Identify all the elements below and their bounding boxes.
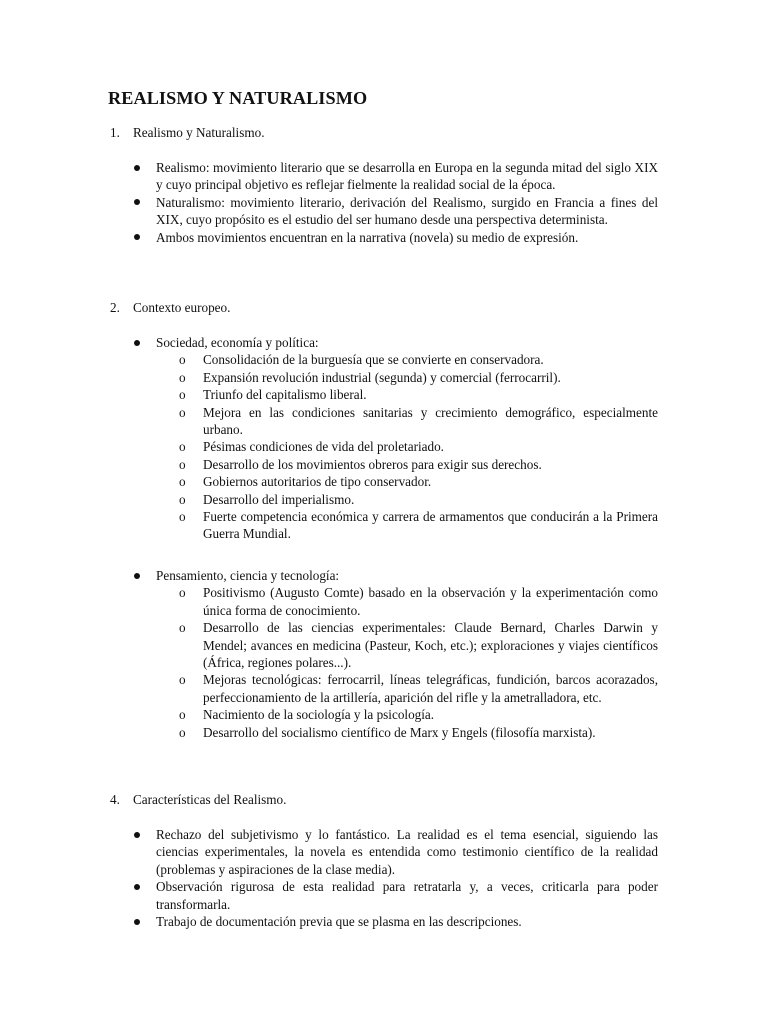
sub-bullet-marker: o <box>179 707 186 723</box>
bullet-icon <box>134 199 140 205</box>
sub-list-item <box>156 438 658 455</box>
bullet-text: Sociedad, economía y política: <box>156 335 319 350</box>
list-item <box>132 878 658 913</box>
section-title: Contexto europeo. <box>133 300 231 315</box>
sub-bullet-marker: o <box>179 387 186 403</box>
section-number: 2. <box>110 300 120 315</box>
sub-list-item <box>156 404 658 439</box>
sub-list-item <box>156 508 658 543</box>
bullet-text: Rechazo del subjetivismo y lo fantástico. La realidad es el tema esencial, siguiendo las ciencias experimentales, la novela es entendida como testimonio científico de la realidad (problemas y aspiraciones de la clase media). <box>156 827 658 877</box>
bullet-text: Realismo: movimiento literario que se desarrolla en Europa en la segunda mitad del siglo XIX y cuyo principal objetivo es reflejar fielmente la realidad social de la época. <box>156 160 658 193</box>
section-heading <box>110 299 670 316</box>
bullet-icon <box>134 573 140 579</box>
bullet-list <box>132 826 658 930</box>
section-title: Características del Realismo. <box>133 792 287 807</box>
sub-item-text: Desarrollo del socialismo científico de Marx y Engels (filosofía marxista). <box>203 724 596 740</box>
sub-item-text: Mejoras tecnológicas: ferrocarril, líneas telegráficas, fundición, barcos acorazados, perfeccionamiento de la artillería, aparición del rifle y la ametralladora, etc. <box>203 672 658 705</box>
bullet-text: Pensamiento, ciencia y tecnología: <box>156 568 340 583</box>
sub-item-text: Fuerte competencia económica y carrera de armamentos que conducirán a la Primera Guerra Mundial. <box>203 509 658 542</box>
sub-list-item <box>156 619 658 671</box>
sub-item-text: Expansión revolución industrial (segunda) y comercial (ferrocarril). <box>203 369 561 385</box>
bullet-text: Naturalismo: movimiento literario, derivación del Realismo, surgido en Francia a fines del XIX, cuyo propósito es el estudio del ser humano desde una perspectiva determinista. <box>156 194 658 228</box>
sub-bullet-marker: o <box>179 672 186 688</box>
sub-list-item <box>156 584 658 619</box>
sub-list <box>156 584 658 741</box>
sub-bullet-marker: o <box>179 439 186 455</box>
sub-list-item <box>156 724 658 741</box>
sub-list-item <box>156 491 658 508</box>
section-number: 4. <box>110 792 120 807</box>
sub-bullet-marker: o <box>179 404 186 420</box>
sub-list-item <box>156 351 658 368</box>
bullet-icon <box>134 832 140 838</box>
sub-list-item <box>156 386 658 403</box>
sub-bullet-marker: o <box>179 474 186 490</box>
document-title: REALISMO Y NATURALISMO <box>108 88 368 108</box>
bullet-icon <box>134 884 140 890</box>
bullet-icon <box>134 165 140 171</box>
list-item <box>132 229 658 246</box>
bullet-text: Trabajo de documentación previa que se plasma en las descripciones. <box>156 914 522 930</box>
section-heading <box>110 124 670 141</box>
sub-item-text: Desarrollo de los movimientos obreros para exigir sus derechos. <box>203 456 542 472</box>
sub-bullet-marker: o <box>179 491 186 507</box>
section-number: 1. <box>110 125 120 140</box>
list-item <box>132 159 658 194</box>
sub-bullet-marker: o <box>179 456 186 472</box>
list-item <box>132 826 658 878</box>
sub-list-item <box>156 473 658 490</box>
list-item <box>132 334 658 543</box>
sub-list <box>156 351 658 542</box>
sub-item-text: Positivismo (Augusto Comte) basado en la observación y la experimentación como única forma de conocimiento. <box>203 585 658 618</box>
list-item <box>132 567 658 741</box>
sub-list-item <box>156 706 658 723</box>
sub-list-item <box>156 369 658 386</box>
bullet-icon <box>134 340 140 346</box>
sub-item-text: Consolidación de la burguesía que se convierte en conservadora. <box>203 352 544 368</box>
sub-bullet-marker: o <box>179 369 186 385</box>
bullet-text: Observación rigurosa de esta realidad para retratarla y, a veces, criticarla para poder transformarla. <box>156 879 658 912</box>
sub-item-text: Desarrollo del imperialismo. <box>203 491 355 507</box>
sub-item-text: Gobiernos autoritarios de tipo conservador. <box>203 474 432 490</box>
sub-item-text: Triunfo del capitalismo liberal. <box>203 387 367 403</box>
sub-bullet-marker: o <box>179 585 186 601</box>
sub-list-item <box>156 456 658 473</box>
bullet-icon <box>134 234 140 240</box>
sub-bullet-marker: o <box>179 352 186 368</box>
section-heading <box>110 791 670 808</box>
sub-bullet-marker: o <box>179 620 186 636</box>
bullet-icon <box>134 919 140 925</box>
section-title: Realismo y Naturalismo. <box>133 125 265 140</box>
sub-item-text: Nacimiento de la sociología y la psicología. <box>203 707 435 723</box>
bullet-list <box>132 159 658 246</box>
sub-item-text: Mejora en las condiciones sanitarias y crecimiento demográfico, especialmente urbano. <box>203 404 658 438</box>
bullet-text: Ambos movimientos encuentran en la narrativa (novela) su medio de expresión. <box>156 229 579 245</box>
list-item <box>132 194 658 229</box>
sub-item-text: Desarrollo de las ciencias experimentales: Claude Bernard, Charles Darwin y Mendel; avances en medicina (Pasteur, Koch, etc.); exploraciones y viajes científicos (África, regiones polares...). <box>203 620 658 671</box>
bullet-list <box>132 334 658 543</box>
list-item <box>132 913 658 930</box>
sub-bullet-marker: o <box>179 724 186 740</box>
sub-item-text: Pésimas condiciones de vida del proletariado. <box>203 439 444 455</box>
bullet-list <box>132 567 658 741</box>
sub-bullet-marker: o <box>179 509 186 525</box>
sub-list-item <box>156 671 658 706</box>
